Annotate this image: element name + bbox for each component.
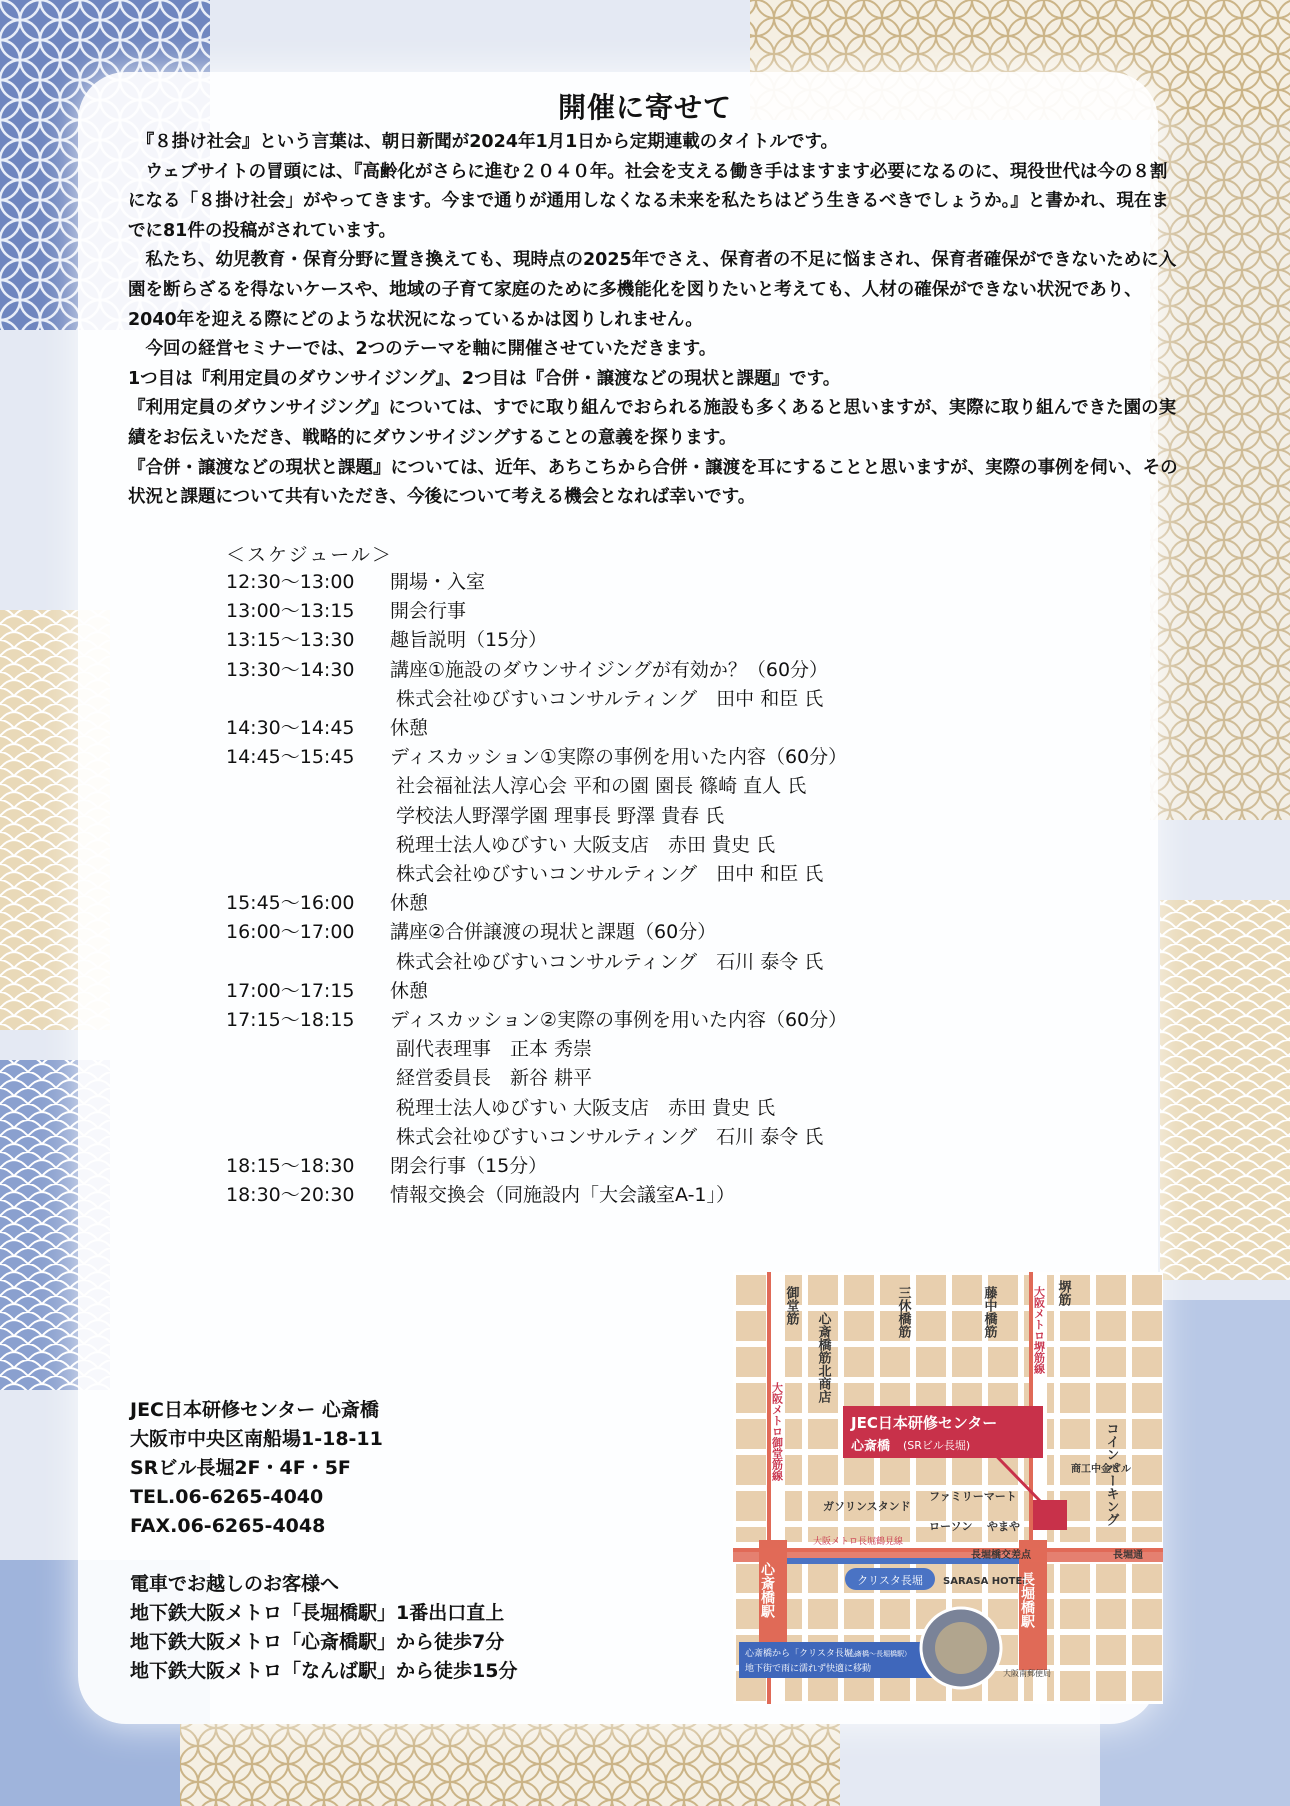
crysta-label: クリスタ長堀 bbox=[857, 1574, 923, 1587]
venue-marker bbox=[1033, 1500, 1067, 1530]
schedule-row bbox=[226, 1035, 847, 1064]
schedule-time: 13:30〜14:30 bbox=[226, 658, 355, 681]
station-label: 心斎橋駅 bbox=[759, 1562, 775, 1618]
schedule-item: 学校法人野澤学園 理事長 野澤 貴春 氏 bbox=[396, 804, 725, 827]
svg-text:心斎橋から「クリスタ長堀」: 心斎橋から「クリスタ長堀」 bbox=[745, 1649, 862, 1659]
schedule-item: 休憩 bbox=[390, 892, 429, 915]
schedule-item: 講座②合併譲渡の現状と課題（60分） bbox=[390, 921, 717, 944]
schedule-row bbox=[226, 626, 847, 655]
schedule-item: 社会福祉法人淳心会 平和の園 園長 篠崎 直人 氏 bbox=[396, 775, 807, 798]
tel-number: TEL.06-6265-4040 bbox=[130, 1486, 324, 1508]
venue-name: JEC日本研修センター 心斎橋 bbox=[130, 1399, 379, 1421]
nagahori-dori-label: 長堀通 bbox=[1113, 1550, 1143, 1561]
schedule-time: 14:30〜14:45 bbox=[226, 717, 355, 740]
family-mart-label: ファミリーマート bbox=[929, 1490, 1017, 1503]
schedule-item: 株式会社ゆびすいコンサルティング 石川 泰令 氏 bbox=[396, 950, 824, 973]
post-office-label: 大阪南郵便局 bbox=[1003, 1669, 1051, 1678]
schedule-row bbox=[226, 1094, 847, 1123]
venue-label bbox=[843, 1406, 1043, 1458]
schedule-item: 税理士法人ゆびすい 大阪支店 赤田 貴史 氏 bbox=[396, 1096, 776, 1119]
access-info bbox=[130, 1570, 517, 1686]
crysta-label-tag bbox=[845, 1568, 935, 1590]
schedule-item: 株式会社ゆびすいコンサルティング 田中 和臣 氏 bbox=[396, 687, 824, 710]
svg-text:心斎橋: 心斎橋 bbox=[851, 1439, 891, 1454]
schedule-row bbox=[226, 685, 847, 714]
crysta-note bbox=[739, 1642, 949, 1678]
schedule-item: 開会行事 bbox=[390, 600, 467, 623]
gas-station-label: ガソリンスタンド bbox=[823, 1500, 911, 1513]
schedule-row bbox=[226, 1123, 847, 1152]
venue-address bbox=[130, 1396, 383, 1541]
street-label: 心斎橋筋北商店 bbox=[815, 1312, 831, 1403]
schedule-row bbox=[226, 772, 847, 801]
shoko-building-label: 商工中金ビル bbox=[1071, 1464, 1131, 1475]
schedule-row bbox=[226, 1181, 847, 1210]
schedule-row bbox=[226, 977, 847, 1006]
schedule-time: 13:15〜13:30 bbox=[226, 629, 355, 652]
schedule-item: 情報交換会（同施設内「大会議室A-1」） bbox=[390, 1184, 736, 1207]
schedule-item: 株式会社ゆびすいコンサルティング 田中 和臣 氏 bbox=[396, 863, 824, 886]
schedule-row bbox=[226, 889, 847, 918]
intro-paragraph: 『合併・譲渡などの現状と課題』については、近年、あちこちから合併・譲渡を耳にすることと思いますが、実際の事例を伺い、その状況と課題について共有いただき、今後について考える機会となれば幸いです。 bbox=[128, 457, 1178, 508]
access-line: 地下鉄大阪メトロ「心斎橋駅」から徒歩7分 bbox=[130, 1631, 505, 1653]
schedule-time: 14:45〜15:45 bbox=[226, 746, 355, 769]
schedule-item: 趣旨説明（15分） bbox=[390, 629, 548, 652]
schedule-item: 株式会社ゆびすいコンサルティング 石川 泰令 氏 bbox=[396, 1125, 824, 1148]
schedule-item: ディスカッション②実際の事例を用いた内容（60分） bbox=[390, 1009, 848, 1032]
schedule-item: 税理士法人ゆびすい 大阪支店 赤田 貴史 氏 bbox=[396, 833, 776, 856]
intro-paragraph: ウェブサイトの冒頭には、『高齢化がさらに進む２０４０年。社会を支える働き手はますます必要になるのに、現役世代は今の８割になる「８掛け社会」がやってきます。今まで通りが通用しなくなる未来を私たちはどう生きるべきでしょうか。』と書かれ、現在までに81件の投稿がされています。 bbox=[128, 161, 1169, 241]
intro-paragraph: 私たち、幼児教育・保育分野に置き換えても、現時点の2025年でさえ、保育者の不足に悩まされ、保育者確保ができないために入園を断らざるを得ないケースや、地域の子育て家庭のために多機能化を図りたいと考えても、人材の確保ができない状況であり、2040年を迎える際にどのような状況になっているかは図りしれません。 bbox=[128, 250, 1177, 330]
schedule-time: 13:00〜13:15 bbox=[226, 600, 355, 623]
intro-paragraph: 1つ目は『利用定員のダウンサイジング』、2つ目は『合併・譲渡などの現状と課題』です。 bbox=[128, 368, 841, 389]
intro-paragraph: 『８掛け社会』という言葉は、朝日新聞が2024年1月1日から定期連載のタイトルです。 bbox=[128, 132, 839, 152]
coin-parking-label: コインパーキング bbox=[1103, 1422, 1119, 1526]
yamaya-label: やまや bbox=[987, 1520, 1020, 1533]
schedule-row bbox=[226, 1006, 847, 1035]
access-line: 地下鉄大阪メトロ「なんば駅」から徒歩15分 bbox=[130, 1660, 518, 1682]
schedule-row bbox=[226, 656, 847, 685]
page-title: 開催に寄せて bbox=[557, 91, 732, 124]
intro-paragraph: 今回の経営セミナーでは、2つのテーマを軸に開催させていただきます。 bbox=[128, 339, 717, 360]
schedule-row bbox=[226, 802, 847, 831]
street-label: 三休橋筋 bbox=[895, 1286, 911, 1338]
schedule-item: 休憩 bbox=[390, 979, 429, 1002]
schedule-time: 18:30〜20:30 bbox=[226, 1184, 355, 1207]
schedule-row bbox=[226, 948, 847, 977]
metro-line-label: 大阪メトロ御堂筋線 bbox=[770, 1382, 784, 1481]
address-line: 大阪市中央区南船場1-18-11 bbox=[130, 1428, 383, 1450]
schedule-row bbox=[226, 568, 847, 597]
schedule-row bbox=[226, 714, 847, 743]
street-label: 堺筋 bbox=[1055, 1280, 1071, 1306]
station-label: 長堀橋駅 bbox=[1019, 1572, 1035, 1628]
svg-text:地下街で雨に濡れず快適に移動: 地下街で雨に濡れず快適に移動 bbox=[745, 1664, 872, 1674]
fax-number: FAX.06-6265-4048 bbox=[130, 1515, 326, 1537]
schedule-row bbox=[226, 743, 847, 772]
schedule-row bbox=[226, 860, 847, 889]
address-line: SRビル長堀2F・4F・5F bbox=[130, 1457, 351, 1479]
schedule-item: ディスカッション①実際の事例を用いた内容（60分） bbox=[390, 746, 848, 769]
svg-text:(SRビル長堀): (SRビル長堀) bbox=[903, 1439, 971, 1452]
schedule-time: 17:00〜17:15 bbox=[226, 979, 355, 1002]
metro-line-label: 大阪メトロ堺筋線 bbox=[1032, 1286, 1046, 1374]
intro-paragraph: 『利用定員のダウンサイジング』については、すでに取り組んでおられる施設も多くあると思いますが、実際に取り組んできた園の実績をお伝えいただき、戦略的にダウンサイジングすることの意義を探ります。 bbox=[128, 398, 1177, 448]
svg-text:（心斎橋〜長堀橋駅）: （心斎橋〜長堀橋駅） bbox=[841, 1650, 911, 1658]
schedule-row bbox=[226, 918, 847, 947]
access-heading: 電車でお越しのお客様へ bbox=[130, 1573, 340, 1595]
intro-text bbox=[128, 128, 1178, 513]
access-line: 地下鉄大阪メトロ「長堀橋駅」1番出口直上 bbox=[130, 1602, 505, 1624]
venue-map bbox=[733, 1272, 1163, 1704]
schedule-time: 16:00〜17:00 bbox=[226, 921, 355, 944]
sarasa-hotel-label: SARASA HOTEL bbox=[943, 1576, 1029, 1587]
schedule-time: 12:30〜13:00 bbox=[226, 571, 355, 593]
schedule-item: 講座①施設のダウンサイジングが有効か？（60分） bbox=[390, 658, 829, 681]
schedule-time: 17:15〜18:15 bbox=[226, 1009, 355, 1032]
schedule-item: 副代表理事 正本 秀崇 bbox=[396, 1038, 593, 1061]
street-label: 藤中橋筋 bbox=[981, 1286, 997, 1338]
lawson-label: ローソン bbox=[929, 1520, 973, 1533]
schedule-item: 休憩 bbox=[390, 717, 429, 740]
schedule-time: 15:45〜16:00 bbox=[226, 892, 355, 915]
street-label: 御堂筋 bbox=[783, 1286, 799, 1325]
schedule-row bbox=[226, 1064, 847, 1093]
nagahoribashi-crossing-label: 長堀橋交差点 bbox=[971, 1550, 1031, 1561]
schedule-item: 閉会行事（15分） bbox=[390, 1155, 548, 1178]
schedule-item: 経営委員長 新谷 耕平 bbox=[396, 1067, 593, 1090]
schedule-row bbox=[226, 1152, 847, 1181]
svg-text:JEC日本研修センター: JEC日本研修センター bbox=[851, 1414, 998, 1432]
schedule-heading: ＜スケジュール＞ bbox=[226, 544, 393, 566]
metro-line-label: 大阪メトロ長堀鶴見線 bbox=[813, 1537, 904, 1547]
schedule-time: 18:15〜18:30 bbox=[226, 1155, 355, 1178]
schedule-list bbox=[226, 568, 847, 1210]
schedule-item: 開場・入室 bbox=[390, 571, 486, 593]
schedule-row bbox=[226, 831, 847, 860]
schedule-row bbox=[226, 597, 847, 626]
